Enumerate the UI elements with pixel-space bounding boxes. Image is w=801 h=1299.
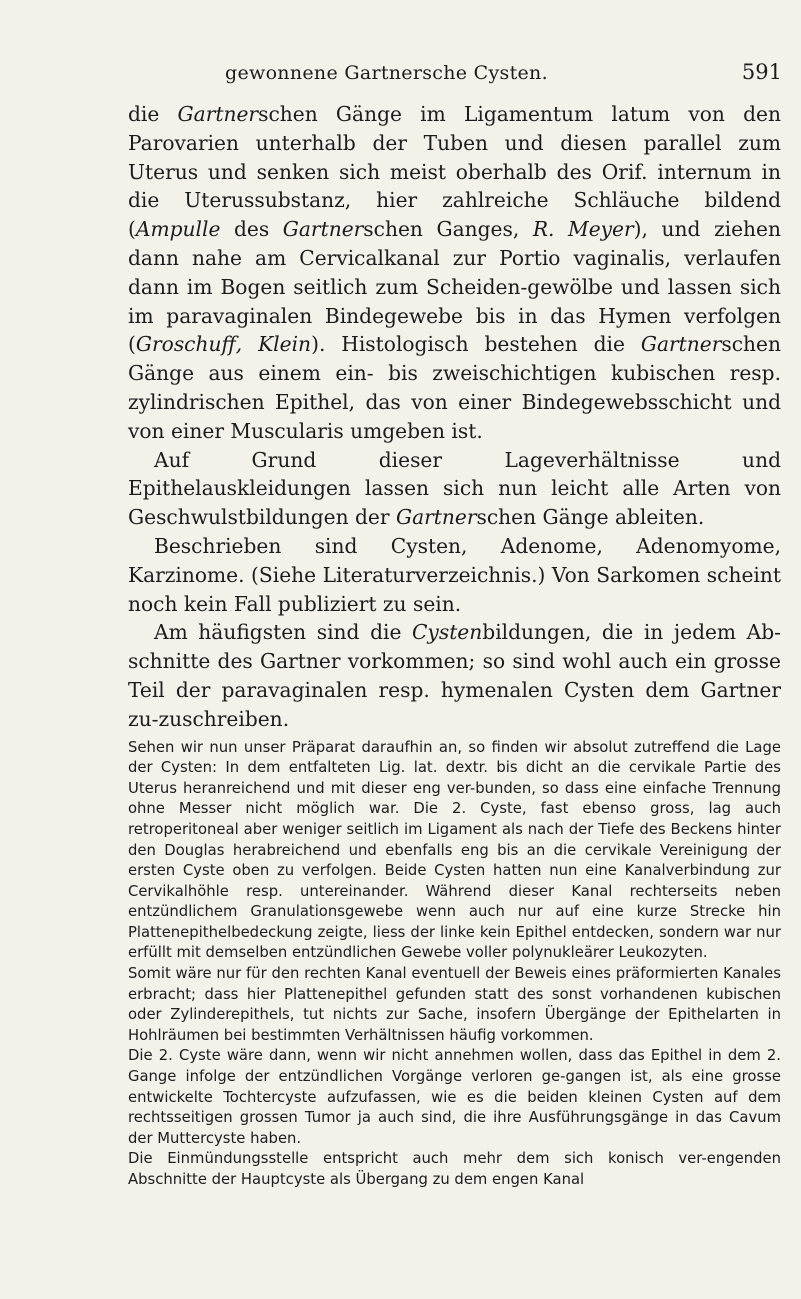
italic-term: Gartner (177, 102, 259, 126)
running-title: gewonnene Gartnersche Cysten. (225, 62, 548, 84)
italic-term: Groschuff, Klein (135, 332, 312, 357)
paragraph: die Gartnerschen Gänge im Ligamentum latum von den Parovarien unterhalb der Tuben und diesen parallel zum Uterus und senken sich meist oberhalb des Orif. internum in die Uterussubstanz, hier zahlreiche Schläuche bildend (Ampulle des Gartnerschen Ganges, R. Meyer), und ziehen dann nahe am Cervicalkanal zur Portio vaginalis, verlaufen dann im Bogen seitlich zum Scheiden-gewölbe und lassen sich im paravaginalen Bindegewebe bis in das Hymen verfolgen (Groschuff, Klein). Histologisch bestehen die Gartnerschen Gänge aus einem ein- bis zweischichtigen kubischen resp. zylindrischen Epithel, das von einer Bindegewebsschicht und von einer Muscularis umgeben ist. (128, 102, 782, 443)
page-number: 591 (741, 60, 782, 84)
small-paragraph: Die 2. Cyste wäre dann, wenn wir nicht annehmen wollen, dass das Epithel in dem 2. Gange infolge der entzündlichen Vorgänge verloren ge-gangen ist, als eine grosse entwickelte Tochtercyste aufzufassen, wie es die beiden kleinen Cysten auf dem rechtsseitigen grossen Tumor ja auch sind, die ihre Ausführungsgänge in das Cavum der Muttercyste haben. (128, 1047, 781, 1147)
page-header (140, 60, 790, 90)
paragraph: Beschrieben sind Cysten, Adenome, Adenomyome, Karzinome. (Siehe Literaturverzeichnis.) Von Sarkomen scheint noch kein Fall publiziert zu sein. (128, 533, 781, 616)
case-report-block (128, 738, 781, 1191)
small-paragraph: Die Einmündungsstelle entspricht auch mehr dem sich konisch ver-engenden Abschnitte der Hauptcyste als Übergang zu dem engen Kanal (128, 1150, 781, 1188)
italic-term: Gartner (395, 505, 477, 530)
main-text-block (128, 100, 781, 734)
italic-term: R. Meyer (532, 217, 634, 242)
italic-term: Gartner (640, 332, 722, 357)
paragraph: Auf Grund dieser Lageverhältnisse und Epithelauskleidungen lassen sich nun leicht alle Arten von Geschwulstbildungen der Gartnerschen Gänge ableiten. (128, 447, 781, 530)
small-paragraph: Somit wäre nur für den rechten Kanal eventuell der Beweis eines präformierten Kanales erbracht; dass hier Plattenepithel gefunden statt des sonst vorhandenen kubischen oder Zylinderepithels, tut nichts zur Sache, insofern Übergänge der Epithelarten in Hohlräumen bei bestimmten Verhältnissen häufig vorkommen. (128, 965, 781, 1044)
italic-term: Cysten (411, 620, 483, 645)
italic-term: Gartner (282, 217, 364, 242)
italic-term: Ampulle (135, 217, 221, 242)
small-paragraph: Sehen wir nun unser Präparat daraufhin an, so finden wir absolut zutreffend die Lage der Cysten: In dem entfalteten Lig. lat. dextr. bis dicht an die cervikale Partie des Uterus heranreichend und mit dieser eng ver-bunden, so dass eine einfache Trennung ohne Messer nicht möglich war. Die 2. Cyste, fast ebenso gross, lag auch retroperitoneal aber weniger seitlich im Ligament als nach der Tiefe des Beckens hinter den Douglas herabreichend und ebenfalls eng bis an die cervikale Vereinigung der ersten Cyste oben zu verfolgen. Beide Cysten hatten nun eine Kanalverbindung zur Cervikalhöhle resp. untereinander. Während dieser Kanal rechterseits neben entzündlichem Granulationsgewebe wenn auch nur auf eine kurze Strecke hin Plattenepithelbedeckung zeigte, liess der linke kein Epithel entdecken, sondern war nur erfüllt mit demselben entzündlichen Gewebe voller polynukleärer Leukozyten. (128, 738, 781, 962)
paragraph: Am häufigsten sind die Cystenbildungen, die in jedem Ab-schnitte des Gartner vorkommen; so sind wohl auch ein grosse Teil der paravaginalen resp. hymenalen Cysten dem Gartner zu-zuschreiben. (128, 620, 781, 731)
body-text (128, 100, 781, 1191)
